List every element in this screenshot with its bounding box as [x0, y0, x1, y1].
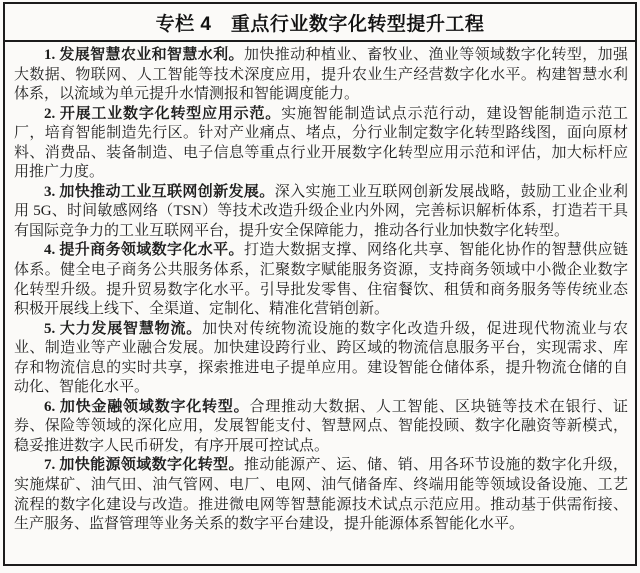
paragraph-5 — [14, 320, 628, 398]
paragraph-text: 打造大数据支撑、网络化共享、智能化协作的智慧供应链体系。健全电子商务公共服务体系，汇聚数字赋能服务资源，支持商务领域中小微企业数字化转型升级。提升贸易数字化水平。引导批发零售、住宿餐饮、租赁和商务服务等传统业态积极开展线上线下、全渠道、定制化、精准化营销创新。 — [14, 242, 629, 318]
paragraph-2 — [14, 105, 628, 183]
column-panel — [3, 2, 637, 566]
paragraph-number: 4. — [44, 242, 60, 259]
paragraph-text: 推动能源产、运、储、销、用各环节设施的数字化升级，实施煤矿、油气田、油气管网、电厂、电网、油气储备库、终端用能等领域设备设施、工艺流程的数字化建设与改造。推进微电网等智慧能源技术试点示范应用。推动基于供需衔接、生产服务、监督管理等业务关系的数字平台建设，提升能源体系智能化水平。 — [14, 457, 629, 533]
paragraph-number: 1. — [44, 47, 60, 63]
paragraph-4 — [14, 241, 628, 319]
panel-title — [5, 4, 635, 42]
paragraph-lead: 加快能源领域数字化转型。 — [59, 457, 244, 474]
paragraph-number: 5. — [44, 320, 60, 337]
paragraph-number: 3. — [44, 183, 60, 200]
paragraph-text: 实施智能制造试点示范行动，建设智能制造示范工厂，培育智能制造先行区。针对产业痛点、堵点，分行业制定数字化转型路线图，面向原材料、消费品、装备制造、电子信息等重点行业开展数字化转型应用示范和评估，加大标杆应用推广力度。 — [14, 105, 628, 181]
panel-body — [5, 42, 635, 535]
paragraph-text: 合理推动大数据、人工智能、区块链等技术在银行、证券、保险等领域的深化应用，发展智能支付、智慧网点、智能投顾、数字化融资等新模式，稳妥推进数字人民币研发，有序开展可控试点。 — [14, 398, 628, 454]
paragraph-text: 加快推动种植业、畜牧业、渔业等领域数字化转型，加强大数据、物联网、人工智能等技术深度应用，提升农业生产经营数字化水平。构建智慧水利体系，以流域为单元提升水情测报和智能调度能力。 — [14, 47, 629, 103]
paragraph-text: 深入实施工业互联网创新发展战略，鼓励工业企业利用 5G、时间敏感网络（TSN）等技术改造升级企业内外网，完善标识解析体系，打造若干具有国际竞争力的工业互联网平台，提升安全保障能力，推动各行业加快数字化转型。 — [14, 183, 628, 239]
paragraph-number: 7. — [44, 457, 60, 474]
paragraph-lead: 开展工业数字化转型应用示范。 — [59, 105, 282, 122]
paragraph-lead: 加快推动工业互联网创新发展。 — [59, 183, 275, 200]
paragraph-lead: 发展智慧农业和智慧水利。 — [59, 47, 244, 63]
paragraph-number: 6. — [44, 398, 60, 415]
paragraph-lead: 大力发展智慧物流。 — [59, 320, 203, 337]
paragraph-6 — [14, 398, 628, 457]
panel-title-text: 专栏 4 重点行业数字化转型提升工程 — [155, 13, 485, 35]
paragraph-3 — [14, 183, 628, 242]
paragraph-lead: 提升商务领域数字化水平。 — [59, 242, 244, 259]
paragraph-7 — [14, 456, 628, 534]
paragraph-number: 2. — [44, 105, 60, 122]
paragraph-1 — [14, 46, 628, 105]
paragraph-text: 加快对传统物流设施的数字化改造升级，促进现代物流业与农业、制造业等产业融合发展。加快建设跨行业、跨区域的物流信息服务平台，实现需求、库存和物流信息的实时共享，探索推进电子提单应用。建设智能仓储体系，提升物流仓储的自动化、智能化水平。 — [14, 320, 628, 396]
paragraph-lead: 加快金融领域数字化转型。 — [59, 398, 250, 415]
